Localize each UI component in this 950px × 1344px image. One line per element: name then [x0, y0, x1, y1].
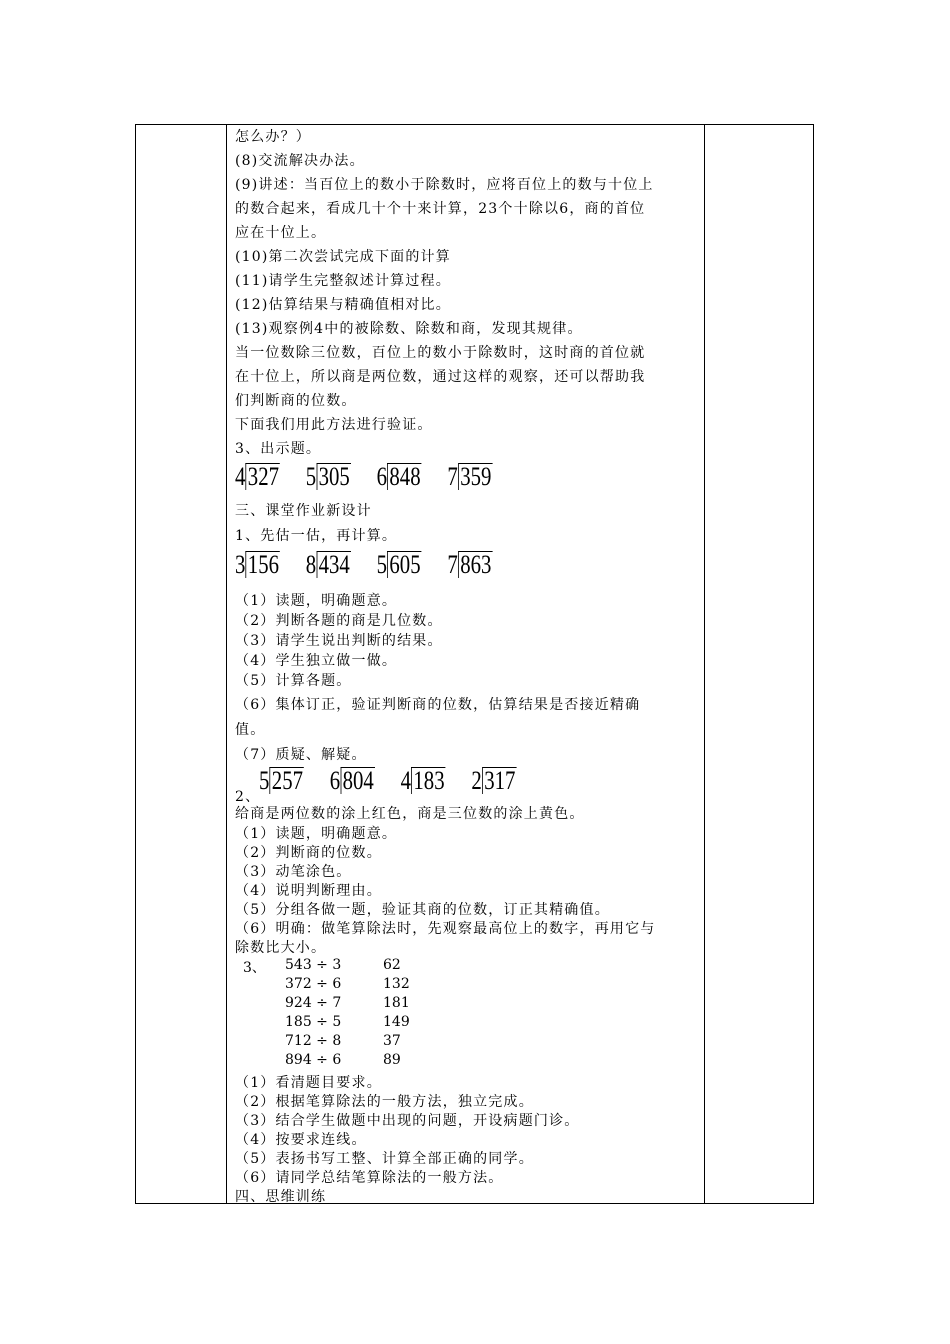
long-division — [447, 550, 492, 580]
dividend: 156 — [245, 551, 279, 578]
text-line: （4）学生独立做一做。 — [235, 653, 398, 669]
text-line: （6）集体订正，验证判断商的位数，估算结果是否接近精确 — [235, 697, 641, 713]
long-division — [235, 550, 280, 580]
text-line: (10)第二次尝试完成下面的计算 — [235, 249, 451, 265]
dividend: 863 — [458, 551, 492, 578]
dividend: 183 — [411, 767, 445, 794]
divisor: 6 — [376, 462, 387, 491]
text-line: （7）质疑、解疑。 — [235, 747, 367, 763]
divisor: 7 — [447, 550, 458, 579]
text-line: （1）看清题目要求。 — [235, 1075, 382, 1091]
long-division — [306, 462, 351, 492]
text-line: 除数比大小。 — [235, 940, 327, 956]
dividend: 605 — [387, 551, 421, 578]
text-line: (13)观察例4中的被除数、除数和商，发现其规律。 — [235, 321, 583, 337]
text-line: 值。 — [235, 722, 266, 738]
dividend: 327 — [245, 463, 279, 490]
text-line: 怎么办？） — [235, 129, 311, 145]
divisor: 7 — [447, 462, 458, 491]
text-line: （5）表扬书写工整、计算全部正确的同学。 — [235, 1151, 534, 1167]
divisor: 6 — [329, 766, 341, 795]
text-line: （2）根据笔算除法的一般方法，独立完成。 — [235, 1094, 534, 1110]
long-division — [471, 766, 516, 796]
question-number: 3、 — [243, 960, 266, 976]
text-line: (9)讲述：当百位上的数小于除数时，应将百位上的数与十位上 — [235, 177, 654, 193]
text-line: 们判断商的位数。 — [235, 393, 357, 409]
text-line: (8)交流解决办法。 — [235, 153, 365, 169]
divisor: 3 — [235, 550, 246, 579]
text-line: （2）判断各题的商是几位数。 — [235, 613, 443, 629]
text-line: 3、出示题。 — [235, 441, 322, 457]
long-division — [447, 462, 492, 492]
section-heading: 三、课堂作业新设计 — [235, 503, 372, 519]
answer-value: 62 — [383, 957, 401, 973]
text-line: 应在十位上。 — [235, 225, 327, 241]
division-expression: 185 ÷ 5 — [285, 1014, 342, 1030]
divisor: 4 — [400, 766, 411, 795]
text-line: （4）按要求连线。 — [235, 1132, 367, 1148]
text-line: （3）动笔涂色。 — [235, 864, 352, 880]
text-line: 下面我们用此方法进行验证。 — [235, 417, 433, 433]
answer-value: 37 — [383, 1033, 401, 1049]
text-line: （2）判断商的位数。 — [235, 845, 382, 861]
text-line: （3）请学生说出判断的结果。 — [235, 633, 443, 649]
divisor: 2 — [471, 766, 482, 795]
text-line: 当一位数除三位数，百位上的数小于除数时，这时商的首位就 — [235, 345, 646, 361]
text-line: 在十位上，所以商是两位数，通过这样的观察，还可以帮助我 — [235, 369, 646, 385]
text-line: （6）明确：做笔算除法时，先观察最高位上的数字，再用它与 — [235, 921, 656, 937]
divisor: 5 — [376, 550, 387, 579]
section-heading: 四、思维训练 — [235, 1189, 327, 1205]
text-line: (11)请学生完整叙述计算过程。 — [235, 273, 451, 289]
dividend: 305 — [316, 463, 350, 490]
answer-value: 132 — [383, 976, 410, 992]
text-line: （5）分组各做一题，验证其商的位数，订正其精确值。 — [235, 902, 610, 918]
divisor: 5 — [259, 766, 270, 795]
long-division-row-1 — [235, 462, 513, 492]
text-line: 的数合起来，看成几十个十来计算，23个十除以6，商的首位 — [235, 201, 646, 217]
division-expression: 894 ÷ 6 — [285, 1052, 342, 1068]
long-division — [377, 462, 422, 492]
long-division — [401, 766, 446, 796]
long-division-row-3 — [259, 766, 537, 796]
text-line: （1）读题，明确题意。 — [235, 826, 398, 842]
division-expression: 712 ÷ 8 — [285, 1033, 342, 1049]
divisor: 5 — [305, 462, 317, 491]
dividend: 434 — [316, 551, 350, 578]
text-line: （5）计算各题。 — [235, 673, 352, 689]
dividend: 359 — [458, 463, 492, 490]
long-division — [259, 766, 304, 796]
long-division — [330, 766, 375, 796]
text-line: （1）读题，明确题意。 — [235, 593, 398, 609]
dividend: 317 — [482, 767, 516, 794]
long-division — [306, 550, 351, 580]
dividend: 848 — [387, 463, 421, 490]
text-line: （4）说明判断理由。 — [235, 883, 382, 899]
division-expression: 372 ÷ 6 — [285, 976, 342, 992]
text-line: （3）结合学生做题中出现的问题，开设病题门诊。 — [235, 1113, 580, 1129]
long-division — [377, 550, 422, 580]
text-line: （6）请同学总结笔算除法的一般方法。 — [235, 1170, 504, 1186]
text-line: 给商是两位数的涂上红色，商是三位数的涂上黄色。 — [235, 806, 585, 822]
column-divider-right — [704, 125, 705, 1203]
text-line: 1、先估一估，再计算。 — [235, 528, 398, 544]
long-division — [235, 462, 280, 492]
answer-value: 149 — [383, 1014, 410, 1030]
division-expression: 543 ÷ 3 — [285, 957, 342, 973]
answer-value: 89 — [383, 1052, 401, 1068]
answer-value: 181 — [383, 995, 410, 1011]
division-expression: 924 ÷ 7 — [285, 995, 342, 1011]
text-line: (12)估算结果与精确值相对比。 — [235, 297, 451, 313]
long-division-row-2 — [235, 550, 513, 580]
divisor: 8 — [305, 550, 317, 579]
question-number: 2、 — [235, 789, 261, 805]
column-divider-left — [226, 125, 227, 1203]
dividend: 804 — [340, 767, 374, 794]
dividend: 257 — [269, 767, 303, 794]
divisor: 4 — [235, 462, 246, 491]
